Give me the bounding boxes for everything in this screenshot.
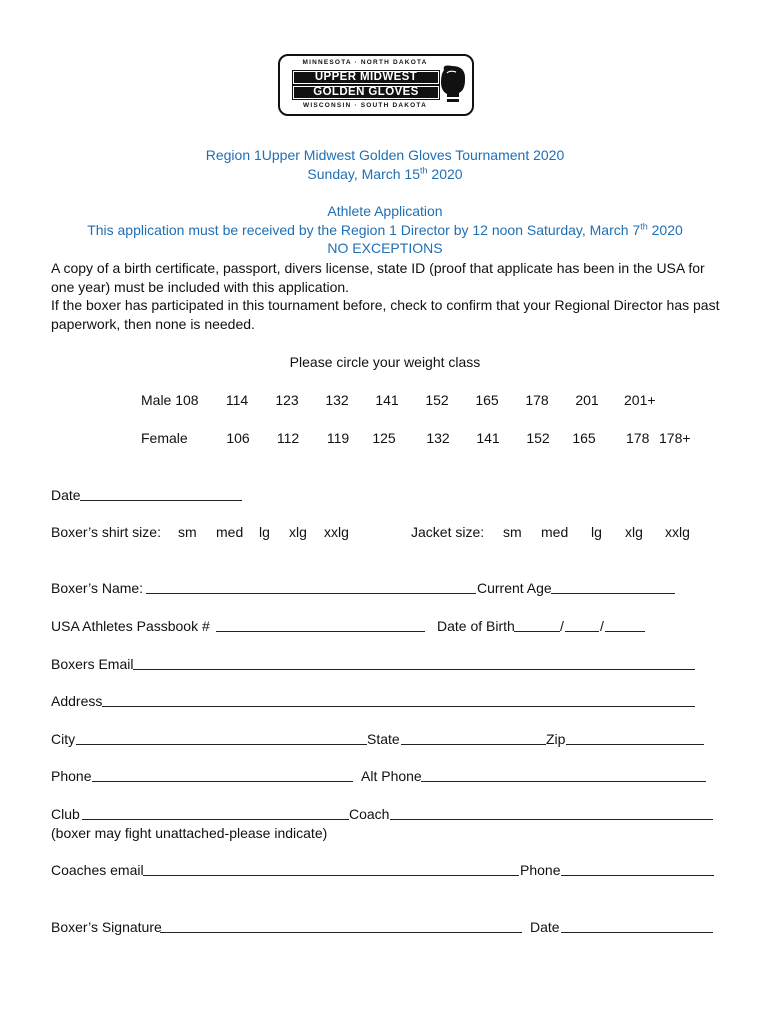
alt-phone-label: Alt Phone <box>361 768 422 784</box>
address-label: Address <box>51 693 103 709</box>
date-of-birth-label: Date of Birth <box>437 618 515 634</box>
coach-email-label: Coaches email <box>51 862 144 878</box>
no-exceptions: NO EXCEPTIONS <box>327 240 443 256</box>
signature-label: Boxer’s Signature <box>51 919 162 935</box>
coach-email-field[interactable] <box>143 875 519 876</box>
jacket-size-option[interactable]: med <box>541 524 569 540</box>
shirt-size-option[interactable]: med <box>216 524 244 540</box>
passbook-field[interactable] <box>216 631 425 632</box>
prior-participation-note: If the boxer has participated in this tournament before, check to confirm that your Regional Director has past paperwork, then none is needed. <box>51 297 720 332</box>
boxer-name-field[interactable] <box>146 593 476 594</box>
female-label: Female <box>141 430 188 446</box>
coach-field[interactable] <box>390 819 713 820</box>
phone-label: Phone <box>51 768 92 784</box>
dob-separator: / <box>600 618 604 634</box>
male-label: Male 108 <box>141 392 199 408</box>
dob-year-field[interactable] <box>605 631 645 632</box>
current-age-field[interactable] <box>551 593 675 594</box>
male-weight-class[interactable]: 201+ <box>624 392 656 408</box>
zip-field[interactable] <box>566 744 704 745</box>
dob-separator: / <box>560 618 564 634</box>
email-field[interactable] <box>133 669 695 670</box>
jacket-size-label: Jacket size: <box>411 524 485 540</box>
male-weight-class[interactable]: 178 <box>525 392 549 408</box>
male-weight-class[interactable]: 141 <box>375 392 399 408</box>
date-label: Date <box>51 487 81 503</box>
golden-gloves-logo <box>278 54 474 116</box>
female-weight-class[interactable]: 178 <box>626 430 650 446</box>
dob-day-field[interactable] <box>565 631 599 632</box>
coach-label: Coach <box>349 806 390 822</box>
city-field[interactable] <box>76 744 367 745</box>
boxer-name-label: Boxer’s Name: <box>51 580 144 596</box>
application-title: Athlete Application <box>327 203 443 219</box>
shirt-size-option[interactable]: lg <box>259 524 270 540</box>
alt-phone-field[interactable] <box>421 781 706 782</box>
club-field[interactable] <box>82 819 349 820</box>
phone-field[interactable] <box>92 781 353 782</box>
male-weight-class[interactable]: 165 <box>475 392 499 408</box>
tournament-title: Region 1Upper Midwest Golden Gloves Tournament 2020 <box>205 147 565 163</box>
coach-phone-field[interactable] <box>561 875 714 876</box>
coach-phone-label: Phone <box>520 862 561 878</box>
male-weight-class[interactable]: 123 <box>275 392 299 408</box>
passbook-label: USA Athletes Passbook # <box>51 618 210 634</box>
jacket-size-option[interactable]: xlg <box>625 524 643 540</box>
signature-field[interactable] <box>160 932 522 933</box>
jacket-size-option[interactable]: xxlg <box>665 524 690 540</box>
male-weight-class[interactable]: 132 <box>325 392 349 408</box>
signature-date-field[interactable] <box>561 932 713 933</box>
female-weight-class[interactable]: 152 <box>526 430 550 446</box>
male-weight-class[interactable]: 201 <box>575 392 599 408</box>
city-label: City <box>51 731 76 747</box>
shirt-size-label: Boxer’s shirt size: <box>51 524 161 540</box>
female-weight-class[interactable]: 106 <box>226 430 250 446</box>
zip-label: Zip <box>546 731 566 747</box>
female-weight-class[interactable]: 119 <box>326 430 350 446</box>
dob-month-field[interactable] <box>514 631 560 632</box>
female-weight-class[interactable]: 112 <box>276 430 300 446</box>
female-weight-class[interactable]: 141 <box>476 430 500 446</box>
address-field[interactable] <box>102 706 695 707</box>
email-label: Boxers Email <box>51 656 134 672</box>
date-field[interactable] <box>80 500 242 501</box>
jacket-size-option[interactable]: sm <box>503 524 522 540</box>
weight-class-prompt: Please circle your weight class <box>289 354 481 370</box>
female-weight-class[interactable]: 178+ <box>659 430 691 446</box>
male-weight-class[interactable]: 114 <box>225 392 249 408</box>
male-weight-class[interactable]: 152 <box>425 392 449 408</box>
shirt-size-option[interactable]: sm <box>178 524 197 540</box>
club-label: Club <box>51 806 80 822</box>
deadline-notice: This application must be received by the Region 1 Director by 12 noon Saturday, March 7th 2020 <box>87 221 683 238</box>
logo-bottom-text: WISCONSIN · SOUTH DAKOTA <box>302 102 427 109</box>
female-weight-class[interactable]: 125 <box>372 430 396 446</box>
state-field[interactable] <box>401 744 546 745</box>
logo-top-text: MINNESOTA · NORTH DAKOTA <box>302 59 428 66</box>
current-age-label: Current Age <box>477 580 552 596</box>
state-label: State <box>367 731 400 747</box>
signature-date-label: Date <box>530 919 560 935</box>
jacket-size-option[interactable]: lg <box>591 524 602 540</box>
proof-of-residency-note: A copy of a birth certificate, passport, divers license, state ID (proof that applicate has been in the USA for one year) must be included with this application. <box>51 260 705 295</box>
shirt-size-option[interactable]: xxlg <box>324 524 349 540</box>
club-note: (boxer may fight unattached-please indicate) <box>51 825 328 841</box>
logo-line2: GOLDEN GLOVES <box>292 85 440 100</box>
female-weight-class[interactable]: 132 <box>426 430 450 446</box>
boxing-glove-icon <box>438 64 468 106</box>
shirt-size-option[interactable]: xlg <box>289 524 307 540</box>
logo-line1: UPPER MIDWEST <box>292 70 440 85</box>
tournament-date: Sunday, March 15th 2020 <box>307 165 463 182</box>
female-weight-class[interactable]: 165 <box>572 430 596 446</box>
